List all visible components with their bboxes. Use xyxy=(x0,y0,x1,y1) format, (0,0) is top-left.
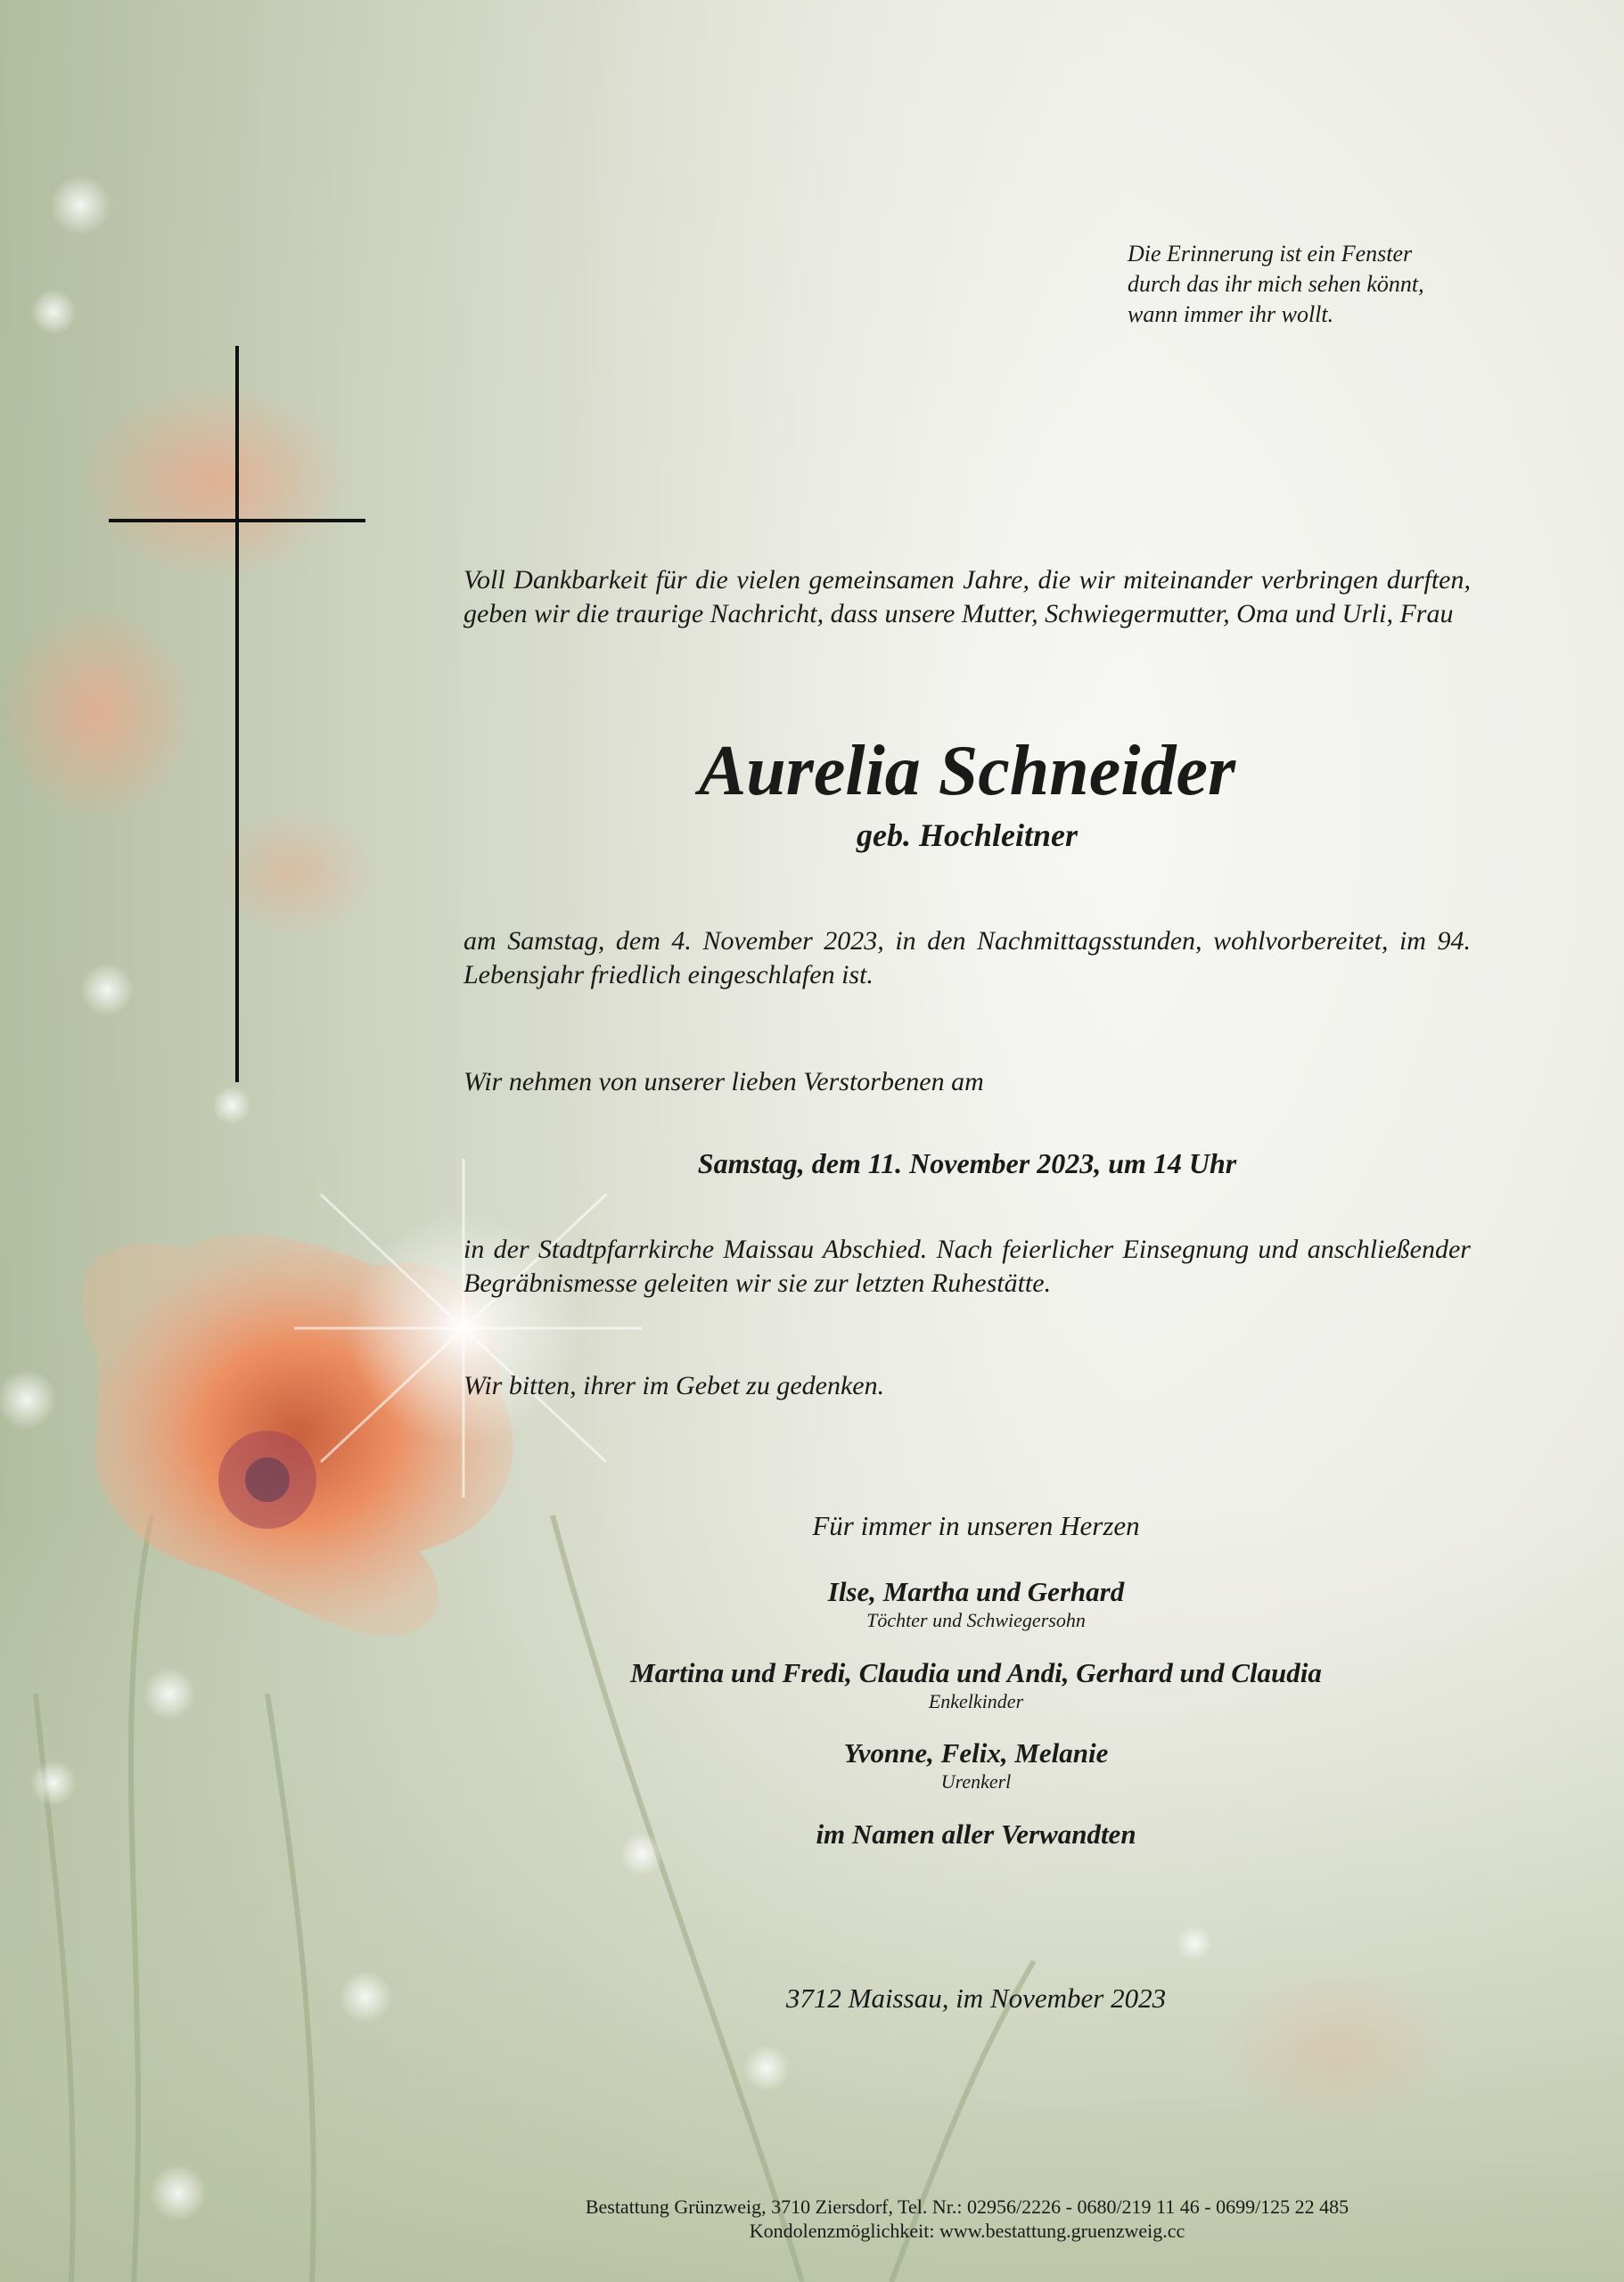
cross-vertical-bar xyxy=(235,346,239,1082)
mourner-names: Yvonne, Felix, Melanie xyxy=(843,1737,1109,1769)
mourner-names: Martina und Fredi, Claudia und Andi, Gerhard und Claudia xyxy=(630,1657,1322,1688)
footer-condolence-line: Kondolenzmöglichkeit: www.bestattung.gruenzweig.cc xyxy=(749,2220,1185,2242)
mourner-relation: Enkelkinder xyxy=(928,1690,1024,1712)
intro-paragraph: Voll Dankbarkeit für die vielen gemeinsamen Jahre, die wir miteinander verbringen durften, geben wir die traurige Nachricht, dass unsere Mutter, Schwiegermutter, Oma und Urli, Frau xyxy=(463,565,1471,628)
funeral-details: in der Stadtpfarrkirche Maissau Abschied. Nach feierlicher Einsegnung und anschließender Begräbnismesse geleiten wir sie zur letzten Ruhestätte. xyxy=(463,1235,1471,1298)
relatives-note: im Namen aller Verwandten xyxy=(816,1818,1136,1850)
maiden-name: geb. Hochleitner xyxy=(857,817,1078,853)
mourner-relation: Töchter und Schwiegersohn xyxy=(866,1609,1086,1631)
motto-line: Die Erinnerung ist ein Fenster xyxy=(1128,241,1413,267)
footer-contact-line: Bestattung Grünzweig, 3710 Ziersdorf, Tel. Nr.: 02956/2226 - 0680/219 11 46 - 0699/125 22 485 xyxy=(585,2196,1349,2218)
cross-horizontal-bar xyxy=(109,519,365,522)
mourner-relation: Urenkerl xyxy=(940,1770,1012,1793)
closing-line: Für immer in unseren Herzen xyxy=(812,1510,1140,1541)
mourner-names: Ilse, Martha und Gerhard xyxy=(827,1576,1125,1607)
prayer-request: Wir bitten, ihrer im Gebet zu gedenken. xyxy=(463,1371,885,1400)
death-notice: am Samstag, dem 4. November 2023, in den Nachmittagsstunden, wohlvorbereitet, im 94. Lebensjahr friedlich eingeschlafen ist. xyxy=(463,926,1471,989)
motto-line: durch das ihr mich sehen könnt, xyxy=(1128,271,1424,297)
deceased-name: Aurelia Schneider xyxy=(698,732,1236,810)
farewell-intro: Wir nehmen von unserer lieben Verstorbenen am xyxy=(463,1067,984,1096)
motto-line: wann immer ihr wollt. xyxy=(1128,301,1334,327)
memorial-motto xyxy=(1128,239,1502,330)
place-date: 3712 Maissau, im November 2023 xyxy=(785,1982,1167,2014)
funeral-date: Samstag, dem 11. November 2023, um 14 Uhr xyxy=(697,1147,1237,1179)
funeral-home-footer xyxy=(374,2195,1560,2243)
